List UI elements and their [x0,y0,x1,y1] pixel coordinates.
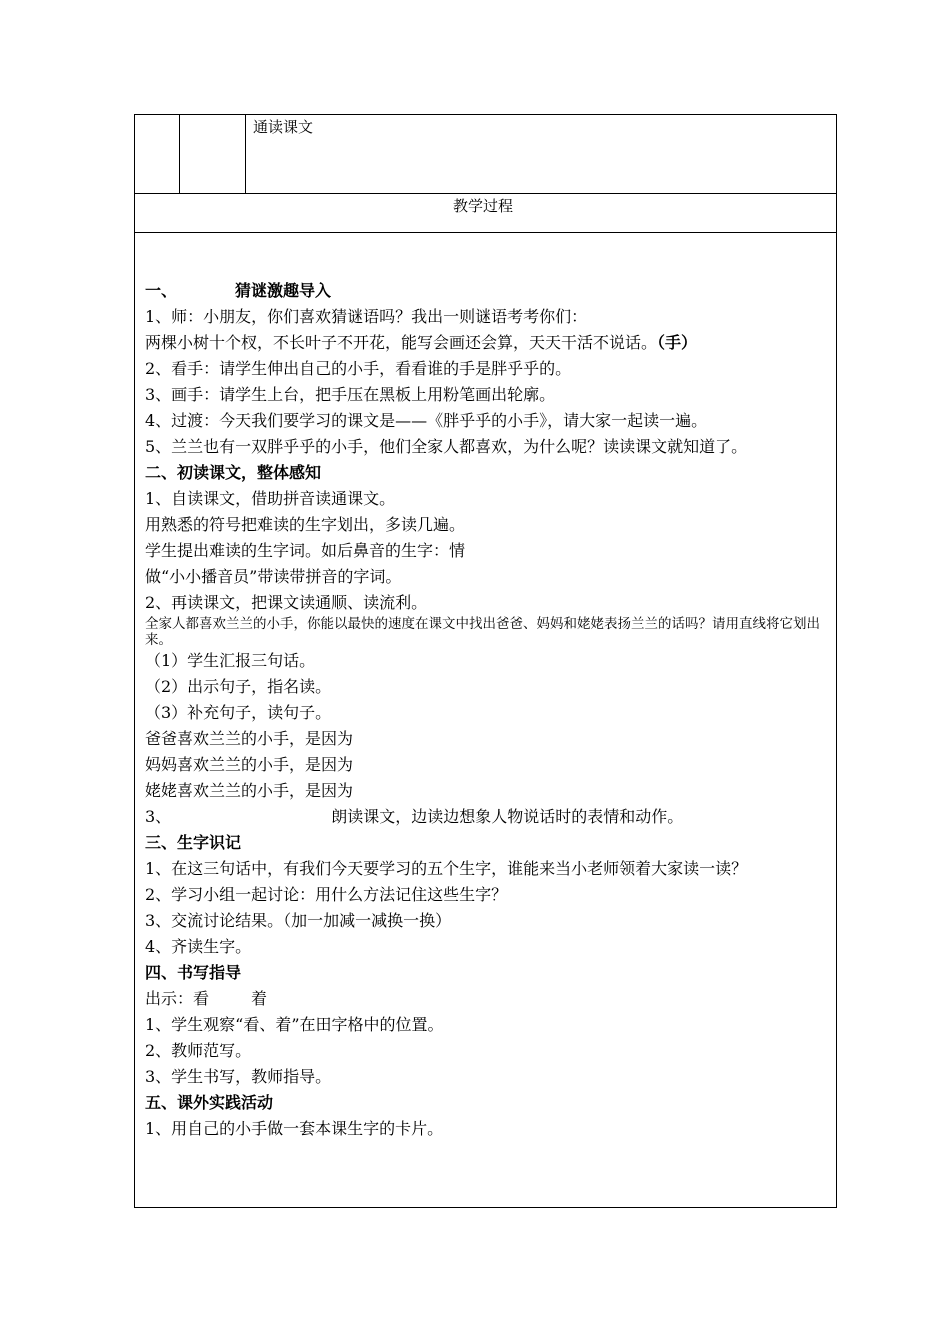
body-line: 1、自读课文，借助拼音读通课文。 [145,489,396,508]
body-line: （1）学生汇报三句话。 [145,651,316,670]
section-title: 五、课外实践活动 [145,1093,274,1112]
body-line: 爸爸喜欢兰兰的小手，是因为 [145,729,354,748]
body-line: 4、齐读生字。 [145,937,252,956]
body-line: 3、画手：请学生上台，把手压在黑板上用粉笔画出轮廓。 [145,385,556,404]
body-line: 1、学生观察“看、着”在田字格中的位置。 [145,1015,444,1034]
body-line: 用熟悉的符号把难读的生字划出，多读几遍。 [145,515,466,534]
body-line: 3、交流讨论结果。（加一加减一减换一换） [145,911,452,930]
section-number: 一、 [145,281,178,300]
body-line: 5、兰兰也有一双胖乎乎的小手，他们全家人都喜欢，为什么呢？读读课文就知道了。 [145,437,748,456]
riddle-text: 两棵小树十个杈，不长叶子不开花，能写会画还会算，天天干活不说话。 [145,333,658,352]
top-row-cell-text: 通读课文 [253,118,314,136]
section-title: 四、书写指导 [145,963,242,982]
lesson-body [145,278,830,1142]
body-line [145,986,830,1012]
body-line [145,804,830,830]
body-line: 2、看手：请学生伸出自己的小手，看看谁的手是胖乎乎的。 [145,359,572,378]
body-line: 做“小小播音员”带读带拼音的字词。 [145,567,402,586]
body-line: 妈妈喜欢兰兰的小手，是因为 [145,755,354,774]
body-line: 3、学生书写，教师指导。 [145,1067,332,1086]
body-line: 2、学习小组一起讨论：用什么方法记住这些生字？ [145,885,508,904]
body-line: 姥姥喜欢兰兰的小手，是因为 [145,781,354,800]
body-line [145,330,830,356]
step-text: 朗读课文，边读边想象人物说话时的表情和动作。 [331,807,684,826]
table-divider [179,114,180,193]
section-title [145,278,830,304]
display-char: 着 [251,989,268,1008]
section-title: 二、初读课文，整体感知 [145,463,322,482]
body-line: 2、再读课文，把课文读通顺、读流利。 [145,593,428,612]
riddle-answer: （手） [657,333,698,352]
body-line: 4、过渡：今天我们要学习的课文是——《胖乎乎的小手》，请大家一起读一遍。 [145,411,708,430]
body-line: 1、在这三句话中，有我们今天要学习的五个生字，谁能来当小老师领着大家读一读？ [145,859,748,878]
body-line: 1、用自己的小手做一套本课生字的卡片。 [145,1119,444,1138]
step-number: 3、 [145,807,172,826]
section-title-text: 猜谜激趣导入 [235,281,332,300]
table-divider [134,193,837,194]
body-line: （2）出示句子，指名读。 [145,677,332,696]
section-header: 教学过程 [453,197,514,215]
body-line: 1、师：小朋友，你们喜欢猜谜语吗？我出一则谜语考考你们： [145,307,588,326]
section-title: 三、生字识记 [145,833,242,852]
display-label: 出示：看 [145,989,210,1008]
table-divider [245,114,246,193]
body-line: （3）补充句子，读句子。 [145,703,332,722]
body-line: 2、教师范写。 [145,1041,252,1060]
body-line: 全家人都喜欢兰兰的小手，你能以最快的速度在课文中找出爸爸、妈妈和姥姥表扬兰兰的话吗？请用直线将它划出来。 [145,616,820,648]
body-line: 学生提出难读的生字词。如后鼻音的生字：情 [145,541,466,560]
table-divider [134,232,837,233]
